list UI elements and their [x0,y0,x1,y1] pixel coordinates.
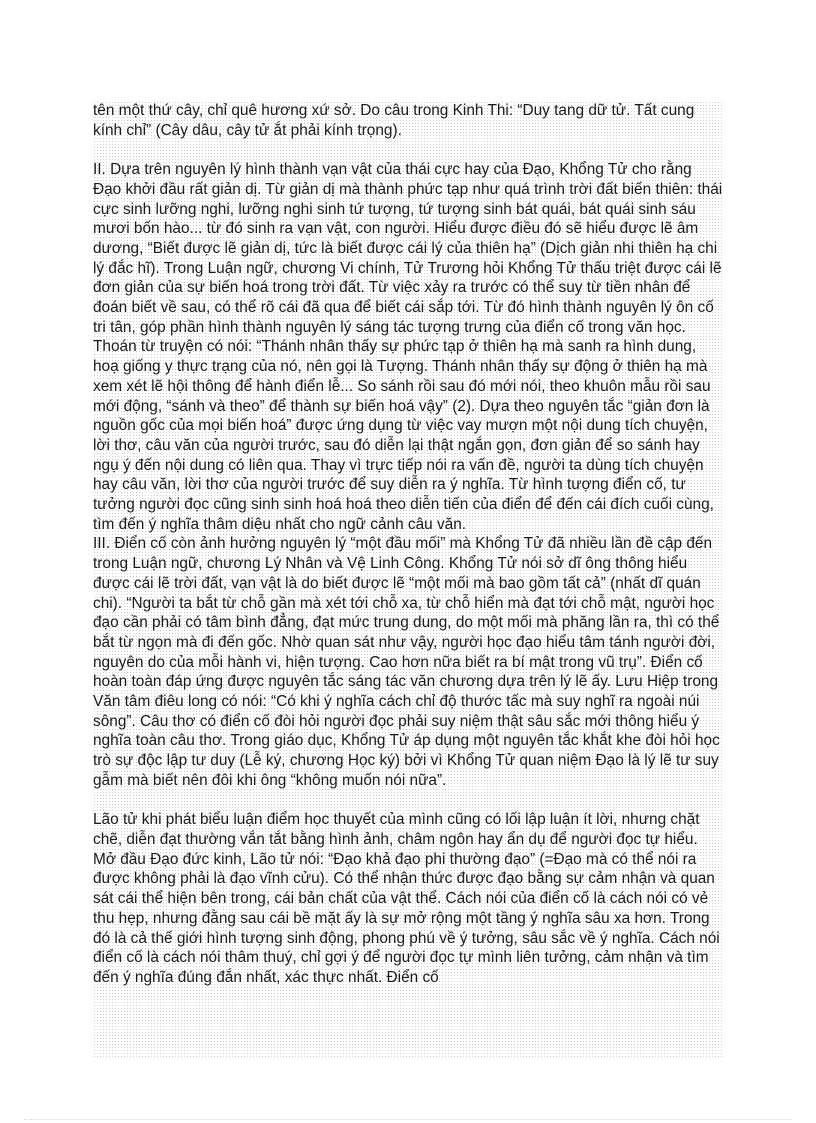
page-bottom-divider [24,1119,792,1121]
document-text-block [93,101,723,1057]
paragraph-section-iii: III. Điển cố còn ảnh hưởng nguyên lý “một đầu mối” mà Khổng Tử đã nhiều lần đề cập đến trong Luận ngữ, chương Lý Nhân và Vệ Linh Công. Khổng Tử nói sở dĩ ông thông hiểu được cái lẽ trời đất, vạn vật là do biết được lẽ “một mối mà bao gồm tất cả” (nhất dĩ quán chi). “Người ta bắt từ chỗ gần mà xét tới chỗ xa, từ chỗ hiển mà đạt tới chỗ mật, người học đạo cần phải có tâm bình đẳng, đạt mức trung dung, do một mối mà phăng lần ra, thì có thể bắt từ ngọn mà đi đến gốc. Nhờ quan sát như vậy, người học đạo hiểu tâm tánh người đời, nguyên do của mỗi hành vi, hiện tượng. Cao hơn nữa biết ra bí mật trong vũ trụ”. Điển cố hoàn toàn đáp ứng được nguyên tắc sáng tác văn chương dựa trên lý lẽ ấy. Lưu Hiệp trong Văn tâm điêu long có nói: “Có khi ý nghĩa cách chỉ độ thước tấc mà suy nghĩ ra ngoài núi sông”. Câu thơ có điển cố đòi hỏi người đọc phải suy niệm thật sâu sắc mới thông hiểu ý nghĩa toàn câu thơ. Trong giáo dục, Khổng Tử áp dụng một nguyên tắc khắt khe đòi hỏi học trò sự độc lập tư duy (Lễ ký, chương Học ký) bởi vì Khổng Tử quan niệm Đạo là lý lẽ tư suy gẫm mà biết nên đôi khi ông “không muốn nói nữa”. [93,535,720,789]
paragraph-intro: tên một thứ cây, chỉ quê hương xứ sở. Do câu trong Kinh Thi: “Duy tang dữ tử. Tất cung kính chỉ” (Cây dâu, cây tử ắt phải kính trọng). [93,102,695,139]
paragraph-section-ii: II. Dựa trên nguyên lý hình thành vạn vật của thái cực hay của Đạo, Khổng Tử cho rằng Đạo khởi đầu rất giản dị. Từ giản dị mà thành phức tạp như quá trình trời đất biến thiên: thái cực sinh lưỡng nghi, lưỡng nghi sinh tứ tượng, tứ tượng sinh bát quái, bát quái sinh sáu mươi bốn hào... từ đó sinh ra vạn vật, con người. Hiểu được điều đó sẽ hiểu được lẽ âm dương, “Biết được lẽ giản dị, tức là biết được cái lý của thiên hạ” (Dịch giản nhi thiên hạ chi lý đắc hĩ). Trong Luận ngữ, chương Vi chính, Tử Trương hỏi Khổng Tử thấu triệt được cái lẽ đơn giản của sự biến hoá trong trời đất. Từ việc xảy ra trước có thể suy từ tiền nhân để đoán biết về sau, có thể rõ cái đã qua để biết cái sắp tới. Từ đó hình thành nguyên lý ôn cố tri tân, góp phần hình thành nguyên lý sáng tác tượng trưng của điển cố trong văn học. Thoán từ truyện có nói: “Thánh nhân thấy sự phức tạp ở thiên hạ mà sanh ra hình dung, hoạ giống y thực trạng của nó, nên gọi là Tượng. Thánh nhân thấy sự động ở thiên hạ mà xem xét lẽ hội thông để hành điển lễ... So sánh rồi sau đó mới nói, theo khuôn mẫu rồi sau mới động, “sánh và theo” để thành sự biến hoá vậy” (2). Dựa theo nguyên tắc “giản đơn là nguồn gốc của mọi biến hoá” được ứng dụng từ việc vay mượn một nội dung tích chuyện, lời thơ, câu văn của người trước, sau đó diễn lại thật ngắn gọn, đơn giản để so sánh hay ngụ ý đến nội dung có liên qua. Thay vì trực tiếp nói ra vấn đề, người ta dùng tích chuyện hay câu văn, lời thơ của người trước để suy diễn ra ý nghĩa. Từ hình tượng điển cố, tư tưởng người đọc cũng sinh sinh hoá hoá theo diễn tiến của điển để đến cái đích cuối cùng, tìm đến ý nghĩa thâm diệu nhất cho ngữ cảnh câu văn. [93,161,723,533]
paragraph-spacer [93,140,723,160]
paragraph-lao-tu: Lão tử khi phát biểu luận điểm học thuyết của mình cũng có lối lập luận ít lời, nhưng chặt chẽ, diễn đạt thường vắn tắt bằng hình ảnh, châm ngôn hay ẩn dụ để người đọc tự hiểu. Mở đầu Đạo đức kinh, Lão tử nói: “Đạo khả đạo phi thường đạo” (=Đạo mà có thể nói ra được không phải là đạo vĩnh cửu). Có thể nhận thức được đạo bằng sự cảm nhận và quan sát cái thể hiện bên trong, cái bản chất của vật thể. Cách nói của điển cố là cách nói có vẻ thu hẹp, nhưng đằng sau cái bề mặt ấy là sự mở rộng một tầng ý nghĩa sâu xa hơn. Trong đó là cả thế giới hình tượng sinh động, phong phú về ý tưởng, sâu sắc về ý nghĩa. Cách nói điển cố là cách nói thâm thuý, chỉ gợi ý để người đọc tự mình liên tưởng, cảm nhận và tìm đến ý nghĩa đúng đắn nhất, xác thực nhất. Điển cố [93,811,720,986]
paragraph-spacer [93,791,723,811]
